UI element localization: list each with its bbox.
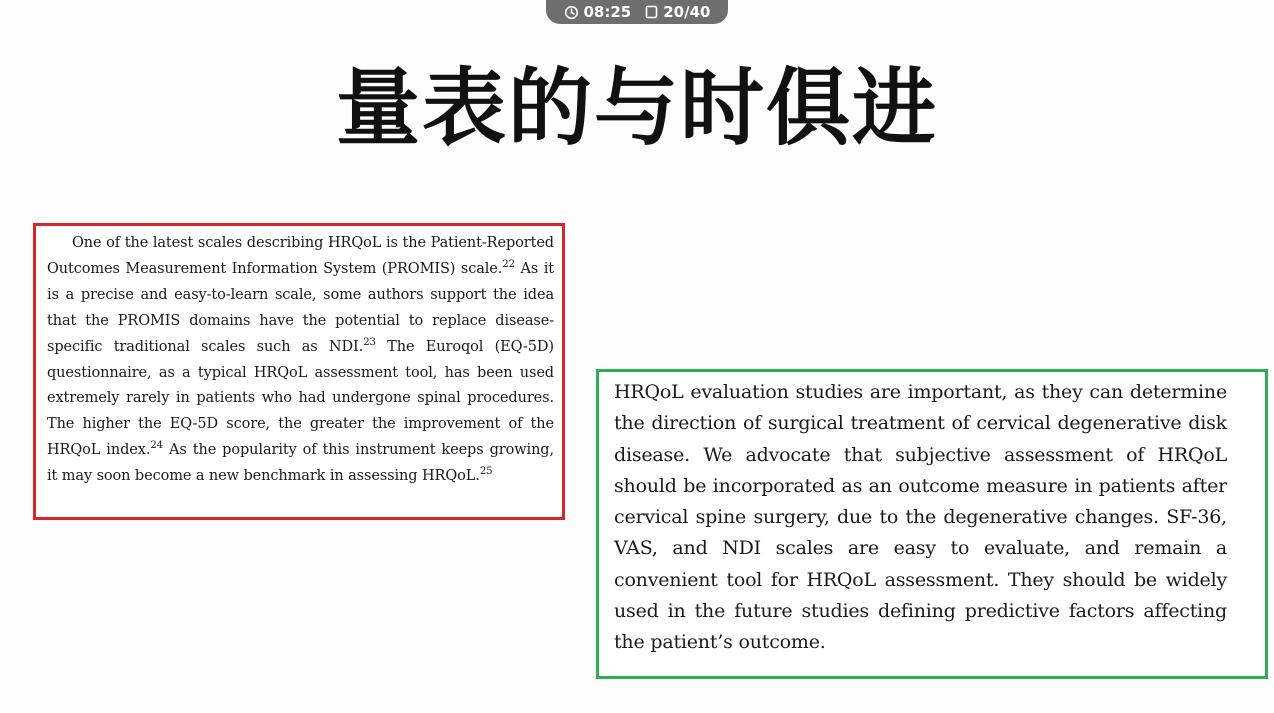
red-quote-segment-1: One of the latest scales describing HRQoL is the Patient-Reported Outcomes Measurement Information System (PROMIS) scale. xyxy=(47,235,554,277)
citation-ref-23: 23 xyxy=(363,336,376,348)
slide-title: 量表的与时俱进 xyxy=(335,59,938,157)
citation-ref-25: 25 xyxy=(479,466,493,478)
red-quote-box xyxy=(33,223,565,520)
green-quote-paragraph: HRQoL evaluation studies are important, as they can determine the direction of surgical treatment of cervical degenerative disk disease. We advocate that subjective assessment of HRQoL should be incorporated as an outcome measure in patients after cervical spine surgery, due to the degenerative changes. SF-36, VAS, and NDI scales are easy to evaluate, and remain a convenient tool for HRQoL assessment. They should be widely used in the future studies defining predictive factors affecting the patient’s outcome. xyxy=(614,381,1227,654)
citation-ref-24: 24 xyxy=(150,440,164,452)
status-page-counter: 20/40 xyxy=(663,3,711,21)
red-quote-paragraph xyxy=(47,231,554,490)
red-quote-segment-2: As it is a precise and easy-to-learn scale, some authors support the idea that the PROMIS domains have the potential to replace disease-specific traditional scales such as NDI. xyxy=(47,260,554,355)
red-quote-segment-4: As the popularity of this instrument keeps growing, it may soon become a new benchmark in assessing HRQoL. xyxy=(47,442,554,485)
red-quote-segment-3: The Euroqol (EQ-5D) questionnaire, as a typical HRQoL assessment tool, has been used extremely rarely in patients who had undergone spinal procedures. The higher the EQ-5D score, the greater the improvement of the HRQoL index. xyxy=(47,338,554,459)
status-time: 08:25 xyxy=(583,3,632,21)
clock-icon xyxy=(564,5,579,20)
green-quote-box xyxy=(596,369,1268,679)
page-icon xyxy=(645,5,658,19)
citation-ref-22: 22 xyxy=(502,259,515,271)
status-bar[interactable] xyxy=(546,0,728,24)
